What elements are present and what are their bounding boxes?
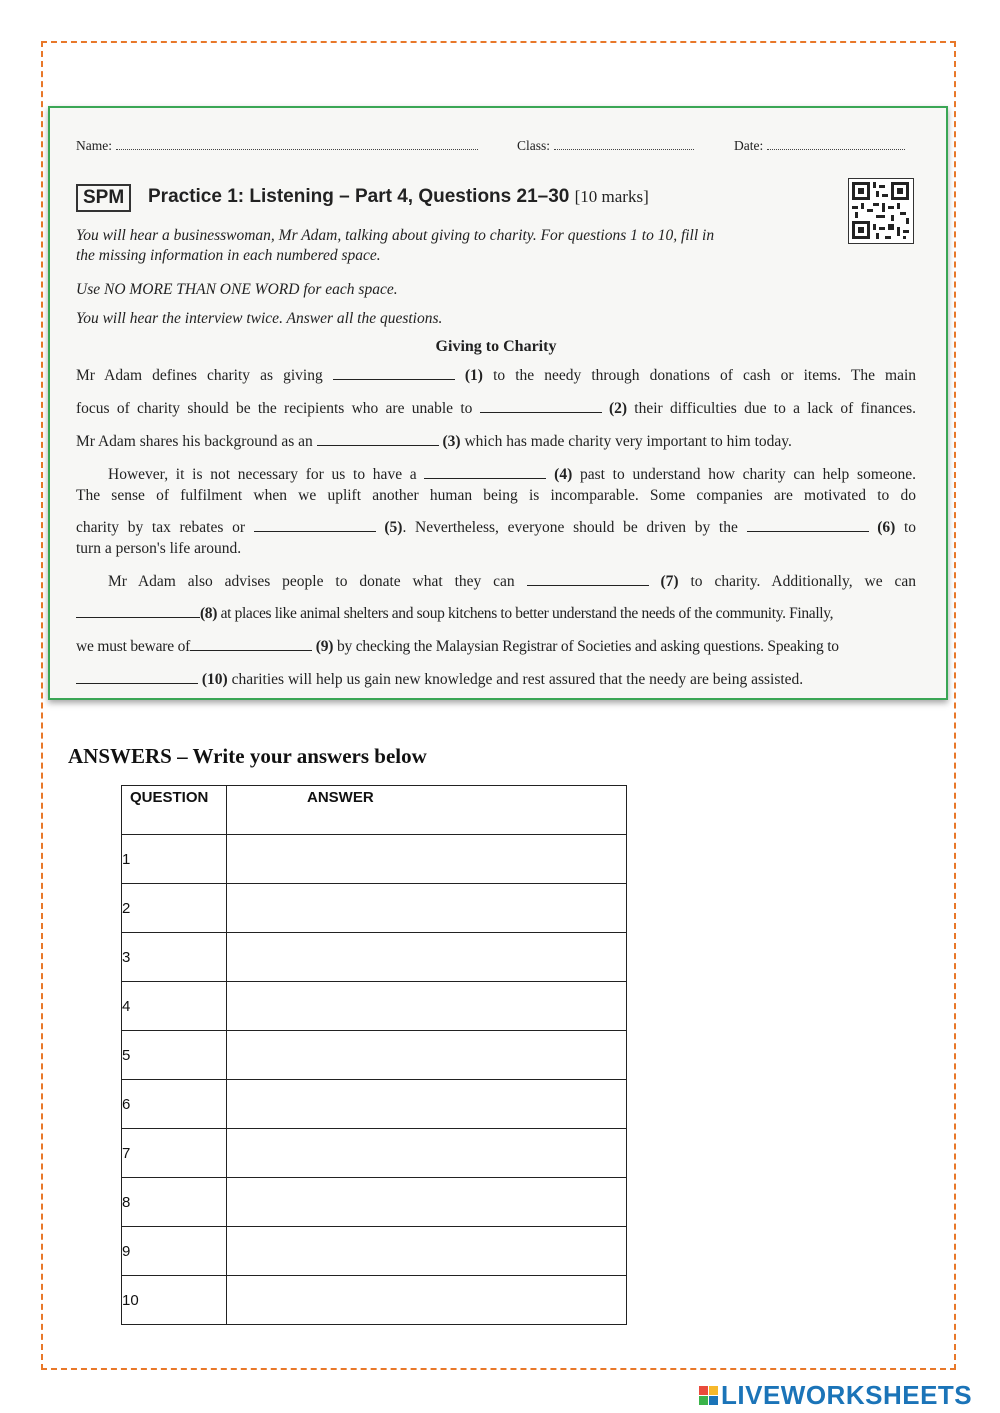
answer-row (122, 835, 627, 884)
answer-row (122, 1276, 627, 1325)
answer-row (122, 1080, 627, 1129)
question-column-header: QUESTION (122, 786, 227, 835)
class-label: Class: (517, 138, 551, 153)
answer-input-10[interactable] (227, 1276, 627, 1325)
question-number: 3 (122, 933, 227, 982)
date-line (767, 139, 905, 150)
gap-5-blank (254, 519, 376, 532)
gap-6-blank (747, 519, 869, 532)
question-number: 9 (122, 1227, 227, 1276)
question-number: 4 (122, 982, 227, 1031)
answer-input-9[interactable] (227, 1227, 627, 1276)
answer-row (122, 982, 627, 1031)
worksheet-title (148, 186, 649, 208)
instruction-word-limit: Use NO MORE THAN ONE WORD for each space. (76, 281, 398, 298)
qr-code-icon (848, 178, 914, 244)
passage-line-4: However, it is not necessary for us to have a (4) past to understand how charity can help someone. (108, 466, 917, 483)
title-label: Practice 1: Listening – Part 4, Questions 21–30 (148, 186, 570, 207)
question-number: 7 (122, 1129, 227, 1178)
answer-input-1[interactable] (227, 835, 627, 884)
answer-row (122, 933, 627, 982)
date-label: Date: (734, 138, 764, 153)
question-number: 2 (122, 884, 227, 933)
passage-line-6: charity by tax rebates or (5). Nevertheless, everyone should be driven by the (6) to (76, 519, 917, 536)
gap-1-blank (333, 367, 455, 380)
answer-input-4[interactable] (227, 982, 627, 1031)
question-number: 1 (122, 835, 227, 884)
passage-line-1: Mr Adam defines charity as giving (1) to the needy through donations of cash or items. The main (76, 367, 917, 384)
passage-line-11: (10) charities will help us gain new knowledge and rest assured that the needy are being assisted. (76, 670, 916, 690)
gap-2-blank (480, 400, 602, 413)
intro-line-2: the missing information in each numbered space. (76, 247, 381, 264)
passage-line-8: Mr Adam also advises people to donate what they can (7) to charity. Additionally, we can (108, 573, 916, 590)
name-label: Name: (76, 138, 112, 153)
gap-10-blank (76, 671, 198, 684)
answers-title: ANSWERS – Write your answers below (68, 744, 427, 768)
marks-label: [10 marks] (574, 187, 649, 206)
answer-input-3[interactable] (227, 933, 627, 982)
gap-7-blank (527, 573, 649, 586)
answer-row (122, 1129, 627, 1178)
question-number: 6 (122, 1080, 227, 1129)
answers-table (121, 785, 627, 1325)
answer-input-5[interactable] (227, 1031, 627, 1080)
answers-header-row (122, 786, 627, 835)
answer-row (122, 884, 627, 933)
gap-8-blank (76, 605, 200, 618)
worksheet-scan (48, 106, 948, 700)
passage-line-3: Mr Adam shares his background as an (3) which has made charity very important to him today. (76, 433, 792, 450)
liveworksheets-logo[interactable] (699, 1380, 972, 1408)
answer-column-header: ANSWER (227, 786, 627, 835)
gap-4-blank (424, 466, 546, 479)
title-row (76, 182, 916, 212)
answer-row (122, 1227, 627, 1276)
passage-line-2: focus of charity should be the recipients who are unable to (2) their difficulties due to a lack of finances. (76, 400, 917, 417)
name-field (76, 138, 478, 154)
class-line (554, 139, 694, 150)
liveworksheets-logo-icon (699, 1386, 719, 1406)
spm-badge: SPM (76, 184, 131, 212)
class-field (517, 138, 694, 154)
gap-9-blank (190, 638, 312, 651)
liveworksheets-logo-text: LIVEWORKSHEETS (721, 1380, 973, 1410)
passage-heading: Giving to Charity (435, 338, 557, 355)
answer-row (122, 1031, 627, 1080)
answer-input-6[interactable] (227, 1080, 627, 1129)
answer-input-7[interactable] (227, 1129, 627, 1178)
passage-line-10: we must beware of (9) by checking the Malaysian Registrar of Societies and asking questions. Speaking to (76, 638, 839, 655)
passage-line-7: turn a person's life around. (76, 540, 242, 557)
question-number: 5 (122, 1031, 227, 1080)
passage-line-5: The sense of fulfilment when we uplift another human being is incomparable. Some companies are motivated to do (76, 487, 916, 504)
answer-input-8[interactable] (227, 1178, 627, 1227)
passage-line-9: (8) at places like animal shelters and soup kitchens to better understand the needs of the community. Finally, (76, 604, 916, 624)
question-number: 10 (122, 1276, 227, 1325)
intro-text (76, 226, 836, 266)
answer-row (122, 1178, 627, 1227)
answer-input-2[interactable] (227, 884, 627, 933)
name-line (116, 139, 478, 150)
intro-line-1: You will hear a businesswoman, Mr Adam, talking about giving to charity. For questions 1 to 10, fill in (76, 227, 715, 244)
gap-3-blank (317, 433, 439, 446)
question-number: 8 (122, 1178, 227, 1227)
instruction-twice: You will hear the interview twice. Answer all the questions. (76, 310, 443, 327)
date-field (734, 138, 905, 154)
worksheet-content (76, 108, 916, 698)
